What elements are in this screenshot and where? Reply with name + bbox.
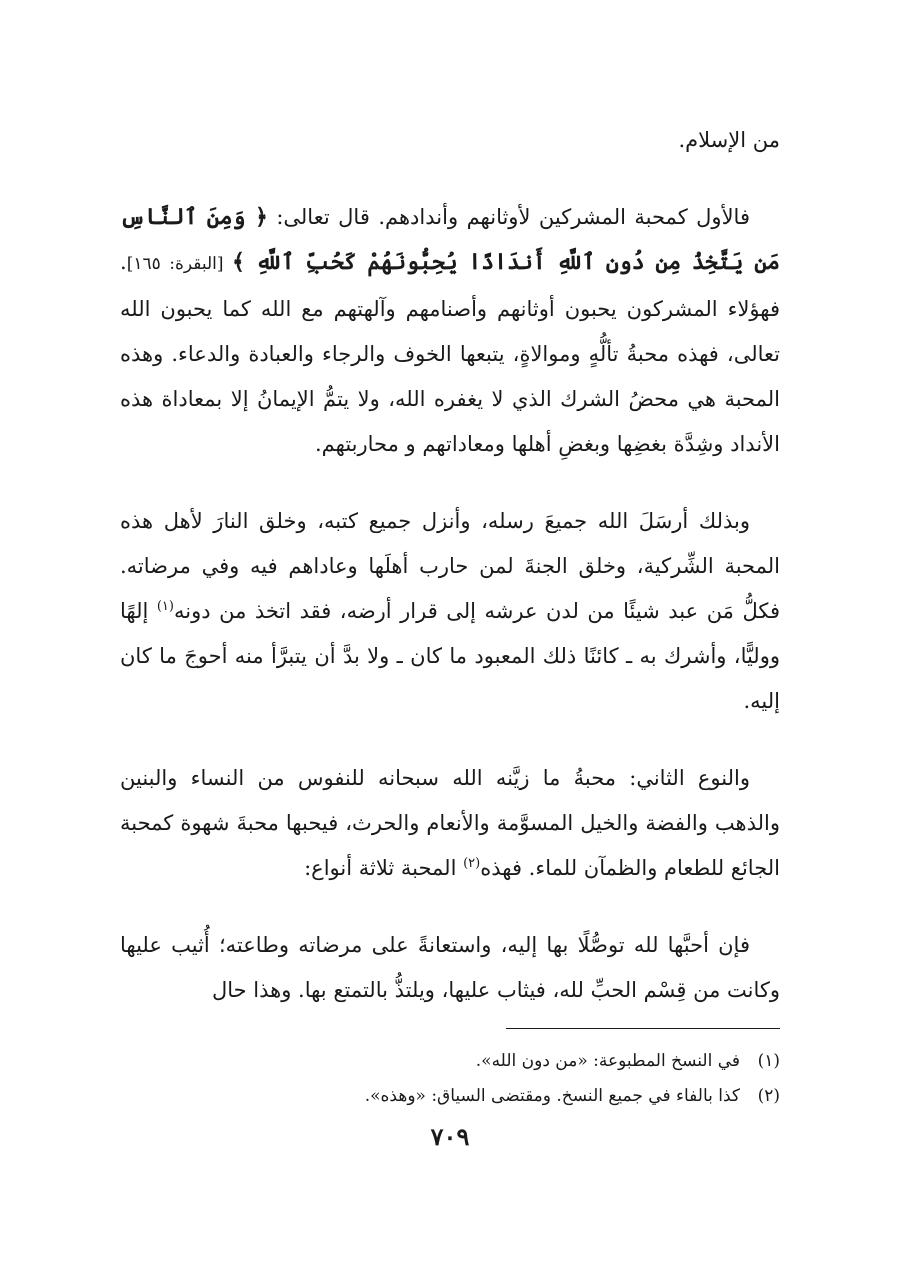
footnote-ref-1[interactable]: (١) [156,599,174,614]
footnote-number: (١) [757,1051,780,1071]
footnote-number: (٢) [757,1086,780,1106]
paragraph-second-type [120,756,780,891]
paragraph-text: والنوع الثاني: محبةُ ما زيَّنه الله سبحانه للنفوس من النساء والبنين والذهب والفضة والخيل المسوَّمة والأنعام والحرث، فيحبها محبةَ شهوة كمحبة الجائع للطعام والظمآن للماء. فهذه [120,766,780,880]
paragraph-opening [120,118,780,163]
footnote-text: في النسخ المطبوعة: «من دون الله». [475,1051,740,1071]
page-number: ٧٠٩ [430,1122,470,1151]
paragraph-text: وبذلك أرسَلَ الله جميعَ رسله، وأنزل جميع كتبه، وخلق النارَ لأهل هذه المحبة الشِّركية، وخلق الجنةَ لمن حارب أهلَها وعاداهم فيه وفي مرضاته. فكلُّ مَن عبد شيئًا من لدن عرشه إلى قرار أرضه، فقد اتخذ من دونه [120,509,780,623]
paragraph-gap [120,724,780,756]
verse-reference: [البقرة: ١٦٥] [126,254,233,274]
paragraph-love-for-god [120,923,780,1013]
footnotes [120,1044,780,1114]
footnote-text: كذا بالفاء في جميع النسخ. ومقتضى السياق: «وهذه». [364,1086,740,1106]
paragraph-text: . فهؤلاء المشركون يحبون أوثانهم وأصنامهم وآلهتهم مع الله كما يحبون الله تعالى، فهذه محبةُ تألُّهٍ وموالاةٍ، يتبعها الخوف والرجاء والعبادة والدعاء. وهذه المحبة هي محضُ الشرك الذي لا يغفره الله، ولا يتمُّ الإيمانُ إلا بمعاداة هذه الأنداد وشِدَّة بغضِها وبغضِ أهلها ومعاداتهم و محاربتهم. [120,250,780,456]
footnote-separator [506,1028,780,1029]
quran-verse: ﴿ وَمِنَ ٱلنَّاسِ مَن يَتَّخِذُ مِن دُونِ ٱللَّهِ أَندَادًا يُحِبُّونَهُمْ كَحُبِّ ٱللَّهِ ﴾ [120,204,780,275]
footnote-item [120,1044,780,1079]
paragraph-text: فالأول كمحبة المشركين لأوثانهم وأندادهم. قال تعالى: [267,205,750,229]
paragraph-messengers [120,499,780,724]
paragraph-gap [120,467,780,499]
paragraph-gap [120,163,780,195]
footnote-ref-2[interactable]: (٢) [463,856,481,871]
paragraph-text: من الإسلام. [678,128,780,152]
paragraph-gap [120,891,780,923]
book-page [120,118,780,1258]
paragraph-text: إلهًا ووليًّا، وأشرك به ـ كائنًا ذلك المعبود ما كان ـ ولا بدَّ أن يتبرَّأ منه أحوجَ ما كان إليه. [120,599,780,713]
paragraph-first-type [120,195,780,467]
footnote-item [120,1079,780,1114]
paragraph-text: فإن أحبَّها لله توصُّلًا بها إليه، واستعانةً على مرضاته وطاعته؛ أُثيب عليها وكانت من قِسْم الحبِّ لله، فيثاب عليها، ويلتذُّ بالتمتع بها. وهذا حال [120,933,780,1002]
paragraph-text: المحبة ثلاثة أنواع: [304,856,464,880]
